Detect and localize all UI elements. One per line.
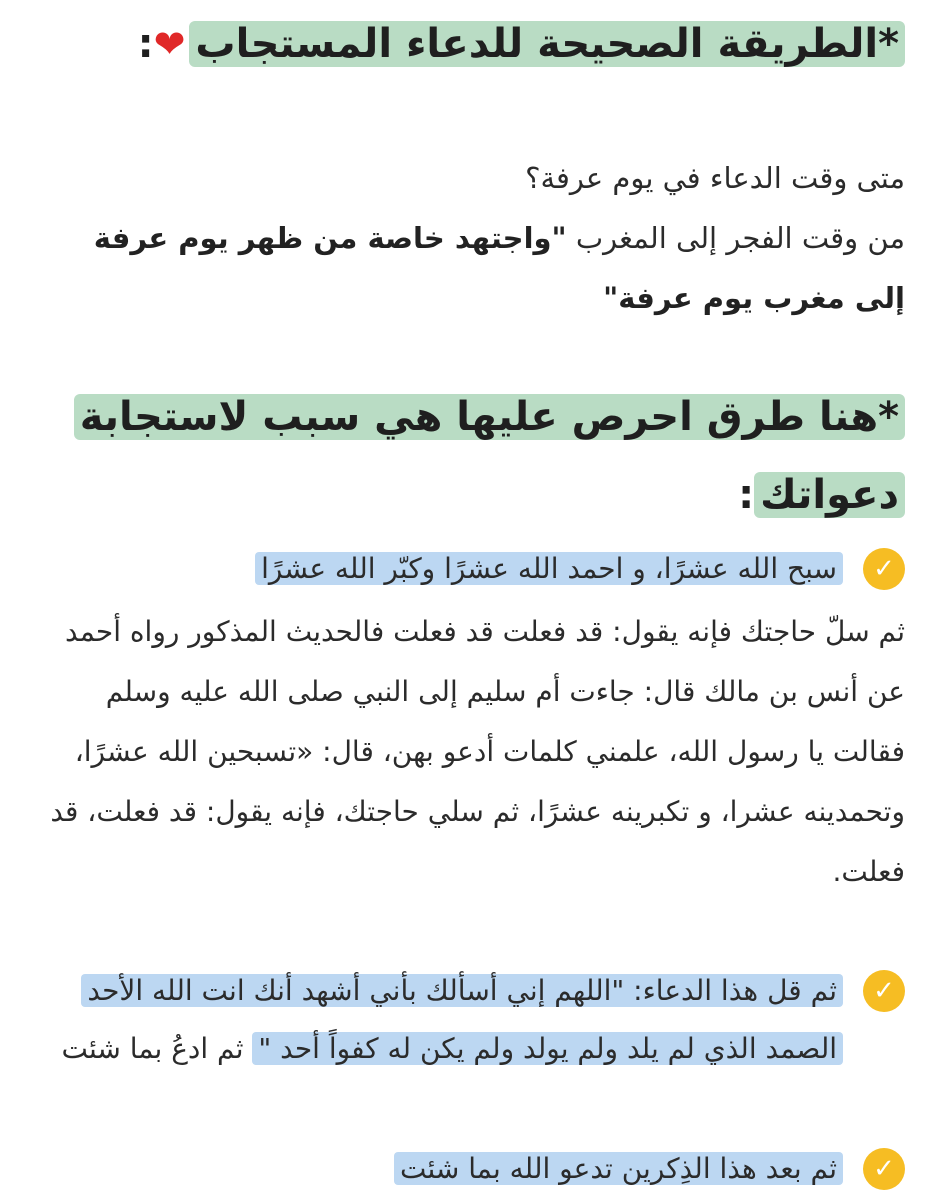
section-title-1 [40,8,905,80]
intro-answer-bold: "واجتهد خاصة من ظهر يوم عرفة إلى مغرب يوم عرفة" [93,221,905,315]
title-1-colon: : [137,21,154,67]
item-1-highlight: سبح الله عشرًا، و احمد الله عشرًا وكبّر الله عشرًا [255,552,843,585]
hadith-paragraph: ثم سلّ حاجتك فإنه يقول: قد فعلت قد فعلت فالحديث المذكور رواه أحمد عن أنس بن مالك قال: جاءت أم سليم إلى النبي صلى الله عليه وسلم فقالت يا رسول الله، علمني كلمات أدعو بهن، قال: «تسبحين الله عشرًا، وتحمدينه عشرا، و تكبرينه عشرًا، ثم سلي حاجتك، فإنه يقول: قد فعلت، قد فعلت. [50,615,905,888]
intro-question: متى وقت الدعاء في يوم عرفة؟ [525,161,905,195]
intro-paragraph [40,148,905,328]
item-3-highlight: ثم بعد هذا الذِكرين تدعو الله بما شئت [394,1152,843,1185]
check-circle-icon: ✓ [863,548,905,590]
section-title-2 [40,378,905,534]
title-2-colon: : [738,472,755,518]
list-item [55,540,905,598]
item-2-highlight: ثم قل هذا الدعاء: "اللهم إني أسألك بأني أشهد أنك انت الله الأحد الصمد الذي لم يلد ولم يولد ولم يكن له كفواً أحد " [81,974,843,1065]
list-item [55,1140,905,1198]
check-circle-icon: ✓ [863,1148,905,1190]
intro-answer [40,208,905,328]
title-1-text: *الطريقة الصحيحة للدعاء المستجاب [189,21,905,67]
check-circle-icon: ✓ [863,970,905,1012]
intro-answer-plain: من وقت الفجر إلى المغرب [566,221,905,255]
heart-icon: ❤ [153,22,186,66]
title-2-text: *هنا طرق احرص عليها هي سبب لاستجابة دعواتك [74,394,905,518]
list-item [55,962,905,1078]
item-2-rest: ثم ادعُ بما شئت [61,1032,253,1065]
